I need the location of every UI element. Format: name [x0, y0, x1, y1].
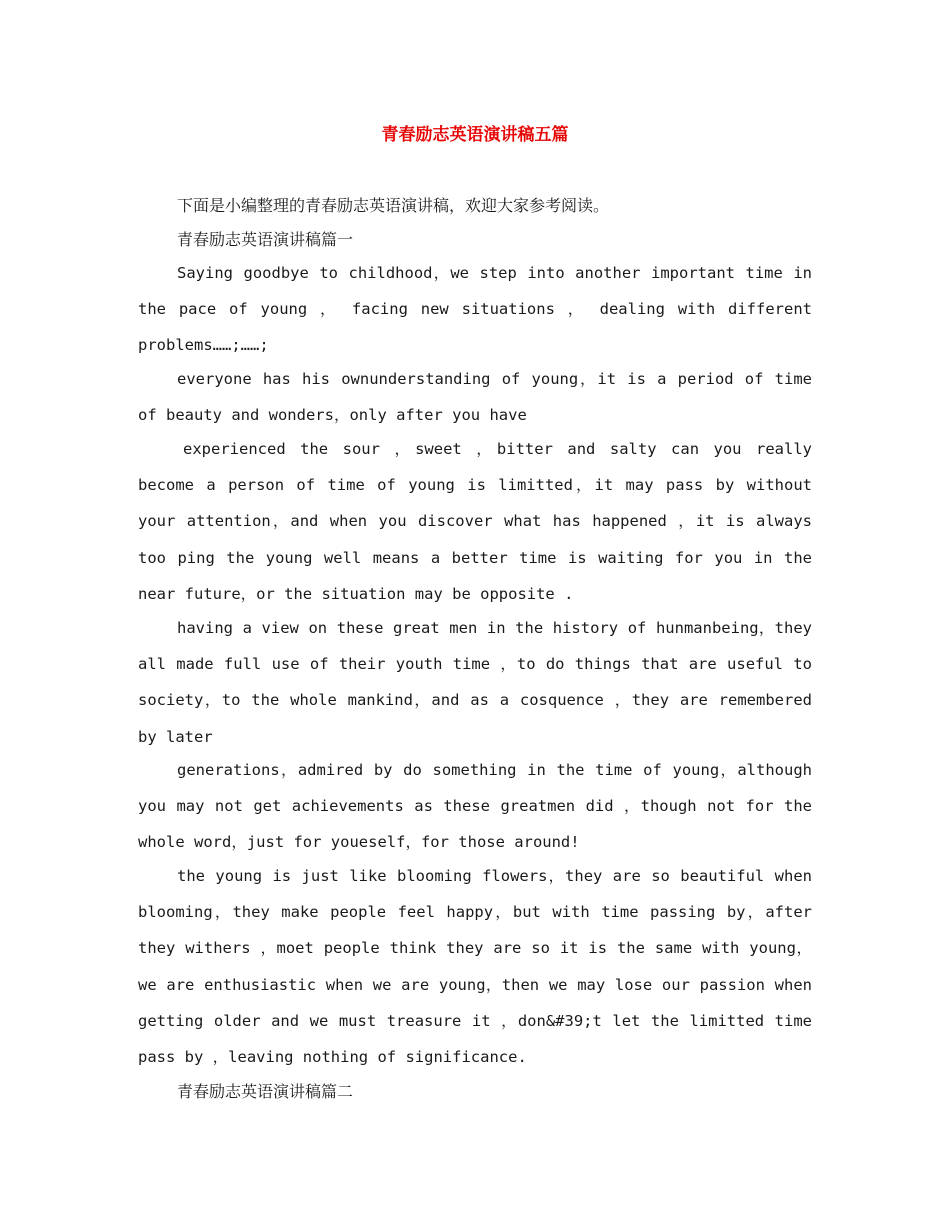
paragraph-3: experienced the sour ，sweet ，bitter and salty can you really become a person of time of young is limitted，it may pass by without your attention，and when you discover what has happened ，it is always too ping the young well means a better time is waiting for you in the near future，or the situation may be opposite .: [138, 440, 812, 603]
section-heading-2: 青春励志英语演讲稿篇二: [177, 1082, 354, 1101]
document-title: 青春励志英语演讲稿五篇: [381, 125, 569, 145]
paragraph-5: generations，admired by do something in the time of young，although you may not get achievements as these greatmen did ，though not for the whole word，just for youeself，for those around!: [138, 761, 812, 852]
intro-text: 下面是小编整理的青春励志英语演讲稿，欢迎大家参考阅读。: [177, 196, 610, 215]
paragraph-4: having a view on these great men in the history of hunmanbeing，they all made full use of their youth time ，to do things that are useful to society，to the whole mankind，and as a cosquence ，they are remembered by later: [138, 619, 812, 746]
paragraph-2: everyone has his ownunderstanding of young，it is a period of time of beauty and wonders，only after you have: [138, 370, 812, 425]
paragraph-6: the young is just like blooming flowers，they are so beautiful when blooming，they make people feel happy，but with time passing by，after they withers ，moet people think they are so it is the same with young，we are enthusiastic when we are young，then we may lose our passion when getting older and we must treasure it ，don&#39;t let the limitted time pass by ，leaving nothing of significance.: [138, 867, 812, 1067]
paragraph-1: Saying goodbye to childhood，we step into another important time in the pace of young ， facing new situations ， dealing with different problems……;……;: [138, 264, 812, 355]
section-heading-1: 青春励志英语演讲稿篇一: [177, 230, 354, 249]
